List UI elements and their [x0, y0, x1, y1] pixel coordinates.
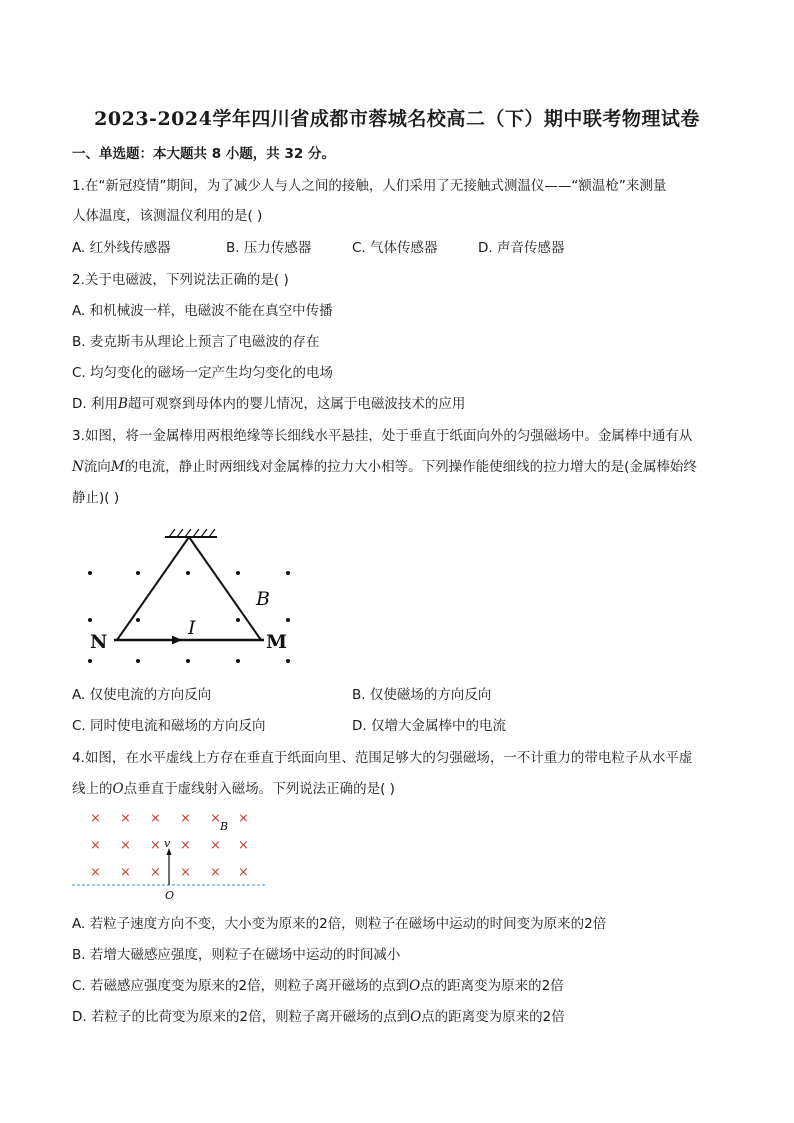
q4-option-c	[72, 977, 564, 995]
exam-title: 2023-2024学年四川省成都市蓉城名校高二（下）期中联考物理试卷	[94, 108, 700, 130]
q3-stem-line1: 3.如图，将一金属棒用两根绝缘等长细线水平悬挂，处于垂直于纸面向外的匀强磁场中。金属棒中通有从	[72, 428, 693, 444]
q4-stem-line2	[72, 780, 395, 798]
section-heading: 一、单选题：本大题共 8 小题，共 32 分。	[72, 146, 335, 162]
q4-stem-line2-b: 点垂直于虚线射入磁场。下列说法正确的是( )	[123, 781, 395, 797]
svg-text:×: ×	[90, 865, 101, 880]
label-m: M	[266, 631, 288, 653]
q2-stem: 2.关于电磁波，下列说法正确的是( )	[72, 272, 289, 288]
q2-option-d-pre: D. 利用	[72, 396, 118, 412]
svg-text:×: ×	[210, 838, 221, 853]
ceiling-hatch	[169, 529, 215, 537]
q3-stem-line2-a: 流向	[83, 459, 111, 475]
q4-stem-line2-a: 线上的	[72, 781, 113, 797]
svg-text:×: ×	[210, 811, 221, 826]
svg-text:×: ×	[150, 865, 161, 880]
left-thread	[117, 537, 189, 640]
q2-option-d	[72, 395, 465, 413]
q3-stem-line2-b: 的电流，静止时两细线对金属棒的拉力大小相等。下列操作能使细线的拉力增大的是(金属棒始终	[124, 459, 697, 475]
q4-option-d-var: O	[410, 1009, 422, 1025]
svg-text:×: ×	[120, 838, 131, 853]
q2-option-a: A. 和机械波一样，电磁波不能在真空中传播	[72, 303, 333, 319]
q3-option-d: D. 仅增大金属棒中的电流	[352, 718, 506, 734]
q2-option-d-var: B	[117, 396, 128, 412]
q4-option-c-pre: C. 若磁感应强度变为原来的2倍，则粒子离开磁场的点到	[72, 978, 410, 994]
q3-stem-line2	[72, 458, 697, 476]
q3-option-a: A. 仅使电流的方向反向	[72, 687, 212, 703]
svg-text:×: ×	[150, 838, 161, 853]
svg-text:×: ×	[180, 838, 191, 853]
q4-option-c-post: 点的距离变为原来的2倍	[420, 978, 564, 994]
q3-option-b: B. 仅使磁场的方向反向	[352, 687, 492, 703]
q4-option-d	[72, 1008, 565, 1026]
label-v: v	[164, 837, 171, 850]
q4-var-o: O	[112, 781, 124, 797]
label-i: I	[188, 617, 196, 639]
svg-text:×: ×	[210, 865, 221, 880]
q3-figure	[72, 525, 312, 670]
svg-text:×: ×	[180, 865, 191, 880]
svg-text:×: ×	[90, 838, 101, 853]
svg-text:×: ×	[120, 811, 131, 826]
q4-figure	[72, 808, 272, 904]
q2-option-b: B. 麦克斯韦从理论上预言了电磁波的存在	[72, 334, 320, 350]
svg-text:×: ×	[238, 838, 249, 853]
svg-text:×: ×	[150, 811, 161, 826]
q4-option-c-var: O	[409, 978, 421, 994]
svg-text:×: ×	[180, 811, 191, 826]
q2-option-c: C. 均匀变化的磁场一定产生均匀变化的电场	[72, 365, 334, 381]
right-thread	[189, 537, 261, 640]
q1-option-a: A. 红外线传感器	[72, 240, 171, 256]
q4-option-d-post: 点的距离变为原来的2倍	[421, 1009, 565, 1025]
q1-stem-line1: 1.在“新冠疫情”期间，为了减少人与人之间的接触，人们采用了无接触式测温仪——“额温枪”来测量	[72, 178, 667, 194]
svg-text:×: ×	[90, 811, 101, 826]
current-arrow	[172, 636, 182, 645]
q1-option-b: B. 压力传感器	[226, 240, 312, 256]
q2-option-d-post: 超可观察到母体内的婴儿情况，这属于电磁波技术的应用	[127, 396, 466, 412]
q3-var-n: N	[72, 459, 84, 475]
q4-stem-line1: 4.如图，在水平虚线上方存在垂直于纸面向里、范围足够大的匀强磁场，一不计重力的带电粒子从水平虚	[72, 750, 693, 766]
q3-option-c: C. 同时使电流和磁场的方向反向	[72, 718, 266, 734]
svg-text:×: ×	[238, 811, 249, 826]
q4-option-b: B. 若增大磁感应强度，则粒子在磁场中运动的时间减小	[72, 947, 401, 963]
svg-text:×: ×	[120, 865, 131, 880]
q3-stem-line3: 静止)( )	[72, 490, 120, 506]
label-o: O	[165, 889, 175, 902]
q3-var-m: M	[110, 459, 125, 475]
q1-option-d: D. 声音传感器	[478, 240, 565, 256]
svg-text:×: ×	[238, 865, 249, 880]
q1-stem-line2: 人体温度，该测温仪利用的是( )	[72, 208, 263, 224]
label-b: B	[256, 588, 270, 610]
q4-option-a: A. 若粒子速度方向不变，大小变为原来的2倍，则粒子在磁场中运动的时间变为原来的2倍	[72, 916, 607, 932]
q4-option-d-pre: D. 若粒子的比荷变为原来的2倍，则粒子离开磁场的点到	[72, 1009, 411, 1025]
q1-option-c: C. 气体传感器	[352, 240, 438, 256]
label-n: N	[90, 631, 108, 653]
label-b: B	[220, 820, 229, 833]
